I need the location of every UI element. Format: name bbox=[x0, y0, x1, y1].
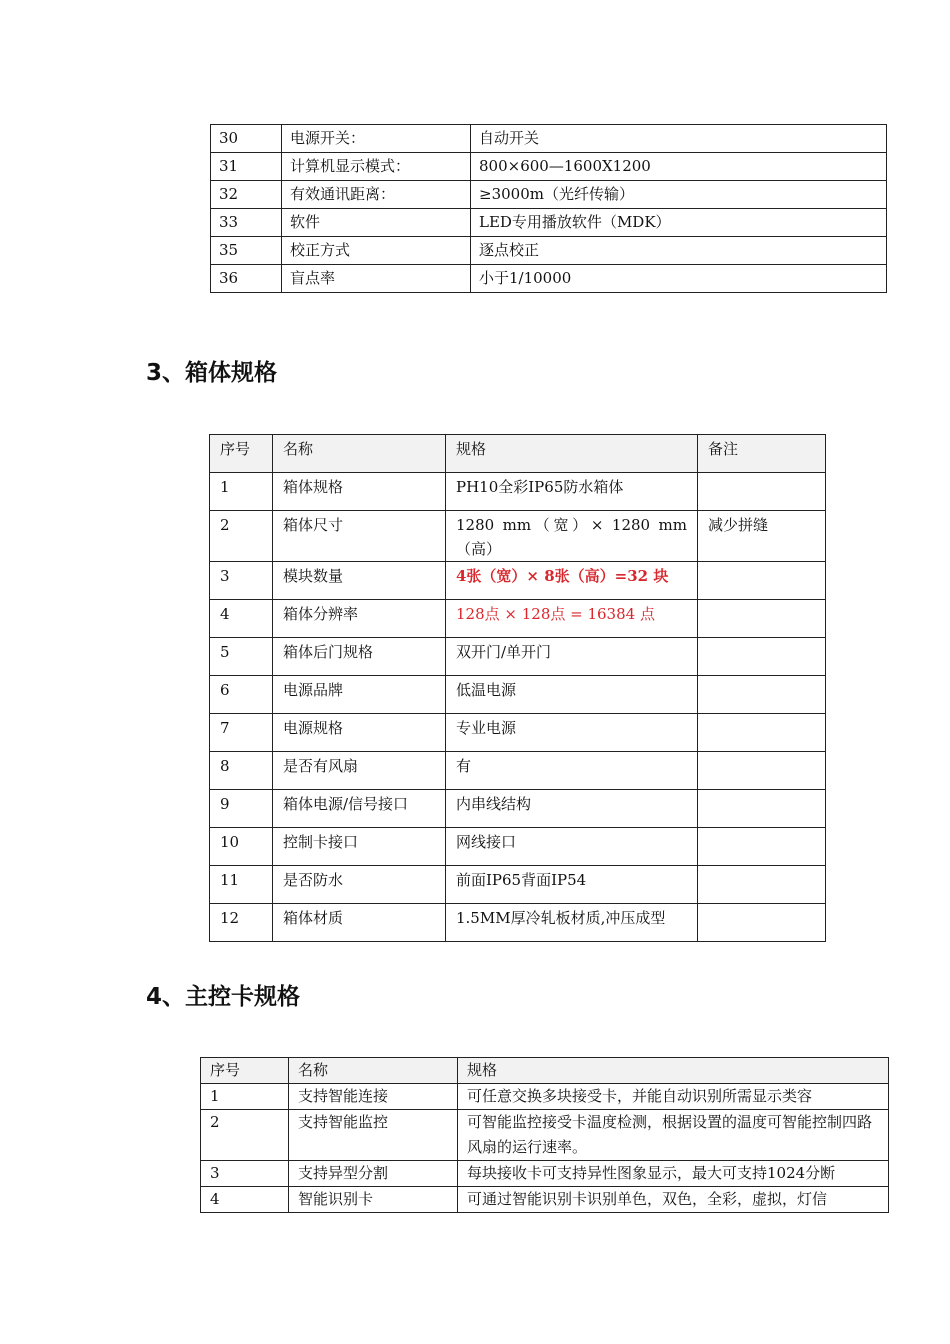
row-name: 控制卡接口 bbox=[273, 828, 446, 866]
row-number: 7 bbox=[210, 714, 273, 752]
row-number: 36 bbox=[211, 265, 282, 293]
row-note bbox=[698, 638, 826, 676]
row-value: LED专用播放软件（MDK） bbox=[471, 209, 887, 237]
row-note bbox=[698, 473, 826, 511]
row-name: 模块数量 bbox=[273, 562, 446, 600]
table-row bbox=[210, 828, 826, 866]
row-name: 支持智能监控 bbox=[289, 1110, 458, 1161]
row-spec: 1280 mm（宽）× 1280 mm（高） bbox=[446, 511, 698, 562]
table-row bbox=[210, 676, 826, 714]
table-header-row bbox=[210, 435, 826, 473]
row-spec: 低温电源 bbox=[446, 676, 698, 714]
table-row bbox=[210, 714, 826, 752]
row-name: 支持异型分割 bbox=[289, 1161, 458, 1187]
header-name: 名称 bbox=[273, 435, 446, 473]
row-spec: 每块接收卡可支持异性图象显示，最大可支持1024分断 bbox=[458, 1161, 889, 1187]
table-row bbox=[210, 790, 826, 828]
row-name: 箱体分辨率 bbox=[273, 600, 446, 638]
row-number: 3 bbox=[201, 1161, 289, 1187]
row-spec: 可智能监控接受卡温度检测，根据设置的温度可智能控制四路风扇的运行速率。 bbox=[458, 1110, 889, 1161]
row-number: 35 bbox=[211, 237, 282, 265]
row-item: 校正方式 bbox=[282, 237, 471, 265]
row-note bbox=[698, 714, 826, 752]
row-name: 电源品牌 bbox=[273, 676, 446, 714]
table-row bbox=[210, 638, 826, 676]
row-note bbox=[698, 790, 826, 828]
table-row bbox=[211, 125, 887, 153]
row-number: 6 bbox=[210, 676, 273, 714]
row-note: 减少拼缝 bbox=[698, 511, 826, 562]
row-name: 是否有风扇 bbox=[273, 752, 446, 790]
row-note bbox=[698, 562, 826, 600]
row-value: ≥3000m（光纤传输） bbox=[471, 181, 887, 209]
row-value: 自动开关 bbox=[471, 125, 887, 153]
row-value: 800×600—1600X1200 bbox=[471, 153, 887, 181]
row-name: 电源规格 bbox=[273, 714, 446, 752]
spec-table-continued bbox=[210, 124, 887, 293]
row-name: 箱体尺寸 bbox=[273, 511, 446, 562]
row-number: 8 bbox=[210, 752, 273, 790]
table-row bbox=[210, 600, 826, 638]
header-spec: 规格 bbox=[446, 435, 698, 473]
row-name: 是否防水 bbox=[273, 866, 446, 904]
row-spec: 前面IP65背面IP54 bbox=[446, 866, 698, 904]
row-number: 12 bbox=[210, 904, 273, 942]
row-number: 30 bbox=[211, 125, 282, 153]
table-row bbox=[201, 1161, 889, 1187]
row-number: 1 bbox=[201, 1084, 289, 1110]
row-spec: 1.5MM厚冷轧板材质,冲压成型 bbox=[446, 904, 698, 942]
row-note bbox=[698, 828, 826, 866]
section-heading-controller: 4、主控卡规格 bbox=[146, 984, 301, 1010]
row-number: 4 bbox=[201, 1187, 289, 1213]
row-number: 10 bbox=[210, 828, 273, 866]
cabinet-spec-table bbox=[209, 434, 826, 942]
row-spec: 内串线结构 bbox=[446, 790, 698, 828]
row-number: 3 bbox=[210, 562, 273, 600]
table-header-row bbox=[201, 1058, 889, 1084]
row-item: 软件 bbox=[282, 209, 471, 237]
row-note bbox=[698, 600, 826, 638]
table-row bbox=[210, 752, 826, 790]
row-spec: 4张（宽）× 8张（高）=32 块 bbox=[446, 562, 698, 600]
row-name: 箱体规格 bbox=[273, 473, 446, 511]
row-name: 支持智能连接 bbox=[289, 1084, 458, 1110]
row-spec: PH10全彩IP65防水箱体 bbox=[446, 473, 698, 511]
header-spec: 规格 bbox=[458, 1058, 889, 1084]
section-heading-cabinet: 3、箱体规格 bbox=[146, 360, 278, 386]
row-spec: 128点 × 128点 = 16384 点 bbox=[446, 600, 698, 638]
table-row bbox=[211, 265, 887, 293]
row-spec: 可通过智能识别卡识别单色，双色，全彩，虚拟，灯信 bbox=[458, 1187, 889, 1213]
row-note bbox=[698, 866, 826, 904]
table-row bbox=[201, 1110, 889, 1161]
row-note bbox=[698, 676, 826, 714]
row-name: 箱体电源/信号接口 bbox=[273, 790, 446, 828]
row-item: 有效通讯距离： bbox=[282, 181, 471, 209]
row-number: 32 bbox=[211, 181, 282, 209]
row-item: 计算机显示模式： bbox=[282, 153, 471, 181]
row-spec: 专业电源 bbox=[446, 714, 698, 752]
row-value: 小于1/10000 bbox=[471, 265, 887, 293]
header-no: 序号 bbox=[201, 1058, 289, 1084]
row-value: 逐点校正 bbox=[471, 237, 887, 265]
row-item: 盲点率 bbox=[282, 265, 471, 293]
table-row bbox=[210, 904, 826, 942]
table-row bbox=[210, 866, 826, 904]
row-number: 9 bbox=[210, 790, 273, 828]
row-number: 1 bbox=[210, 473, 273, 511]
table-row bbox=[210, 562, 826, 600]
row-number: 5 bbox=[210, 638, 273, 676]
row-name: 智能识别卡 bbox=[289, 1187, 458, 1213]
row-number: 31 bbox=[211, 153, 282, 181]
row-spec: 双开门/单开门 bbox=[446, 638, 698, 676]
table-row bbox=[211, 237, 887, 265]
row-number: 4 bbox=[210, 600, 273, 638]
row-number: 2 bbox=[210, 511, 273, 562]
table-row bbox=[211, 181, 887, 209]
row-item: 电源开关： bbox=[282, 125, 471, 153]
table-row bbox=[201, 1084, 889, 1110]
row-name: 箱体材质 bbox=[273, 904, 446, 942]
table-row bbox=[201, 1187, 889, 1213]
row-note bbox=[698, 904, 826, 942]
header-no: 序号 bbox=[210, 435, 273, 473]
row-spec: 有 bbox=[446, 752, 698, 790]
row-spec: 可任意交换多块接受卡，并能自动识别所需显示类容 bbox=[458, 1084, 889, 1110]
row-note bbox=[698, 752, 826, 790]
table-row bbox=[210, 473, 826, 511]
row-number: 33 bbox=[211, 209, 282, 237]
row-number: 2 bbox=[201, 1110, 289, 1161]
header-name: 名称 bbox=[289, 1058, 458, 1084]
table-row bbox=[210, 511, 826, 562]
controller-spec-table bbox=[200, 1057, 889, 1213]
row-spec: 网线接口 bbox=[446, 828, 698, 866]
row-number: 11 bbox=[210, 866, 273, 904]
table-row bbox=[211, 209, 887, 237]
header-note: 备注 bbox=[698, 435, 826, 473]
table-row bbox=[211, 153, 887, 181]
row-name: 箱体后门规格 bbox=[273, 638, 446, 676]
